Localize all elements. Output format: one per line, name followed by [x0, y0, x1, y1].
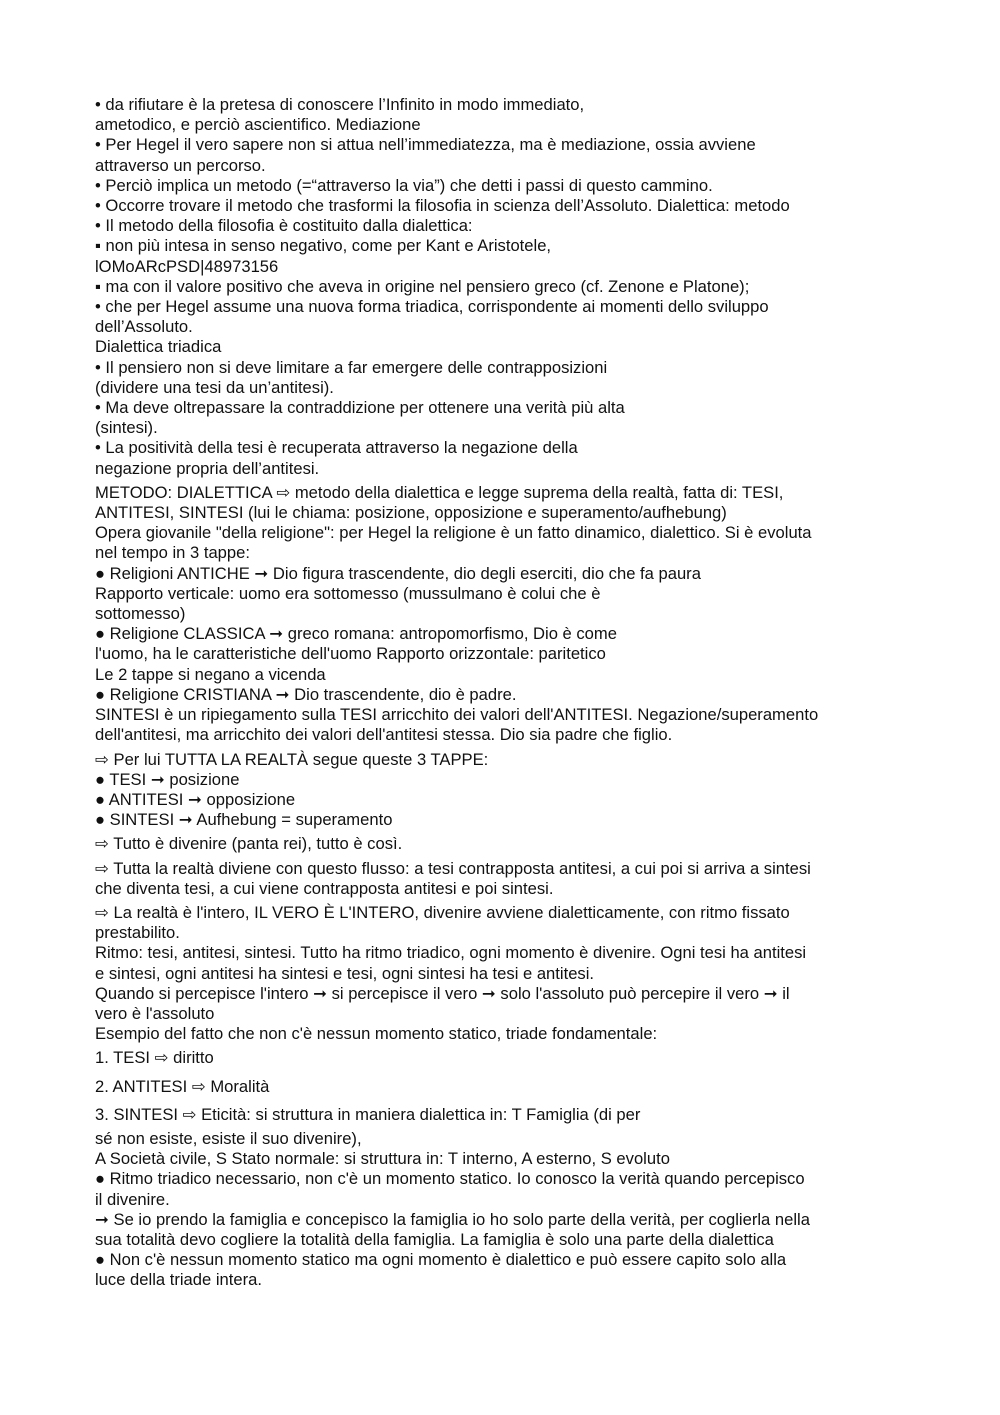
- text-line: negazione propria dell’antitesi.: [95, 458, 320, 478]
- text-line: vero è l'assoluto: [95, 1003, 215, 1023]
- text-line: ⇨ Tutta la realtà diviene con questo flusso: a tesi contrapposta antitesi, a cui poi si arriva a sintesi: [95, 858, 811, 878]
- text-line: ● SINTESI ➞ Aufhebung = superamento: [95, 810, 393, 830]
- text-line: prestabilito.: [95, 923, 180, 943]
- text-line: il divenire.: [95, 1189, 170, 1209]
- section-heading: Dialettica triadica: [95, 337, 222, 357]
- text-line: sua totalità devo cogliere la totalità della famiglia. La famiglia è solo una parte della dialettica: [95, 1229, 774, 1249]
- text-line: 1. TESI ⇨ diritto: [95, 1048, 214, 1068]
- text-line: • La positività della tesi è recuperata attraverso la negazione della: [95, 438, 578, 458]
- text-line: • Il metodo della filosofia è costituito dalla dialettica:: [95, 216, 473, 236]
- text-line: Le 2 tappe si negano a vicenda: [95, 664, 326, 684]
- text-line: Ritmo: tesi, antitesi, sintesi. Tutto ha ritmo triadico, ogni momento è divenire. Ogni tesi ha antitesi: [95, 943, 807, 963]
- text-line: ● Ritmo triadico necessario, non c'è un momento statico. Io conosco la verità quando percepisco: [95, 1169, 805, 1189]
- text-line: ● Religione CLASSICA ➞ greco romana: antropomorfismo, Dio è come: [95, 624, 617, 644]
- text-line: • Il pensiero non si deve limitare a far emergere delle contrapposizioni: [95, 357, 608, 377]
- text-line: ● ANTITESI ➞ opposizione: [95, 789, 296, 809]
- text-line: luce della triade intera.: [95, 1270, 262, 1290]
- text-line: (sintesi).: [95, 418, 158, 438]
- text-line: ▪ ma con il valore positivo che aveva in origine nel pensiero greco (cf. Zenone e Platone);: [95, 276, 750, 296]
- text-line: ▪ non più intesa in senso negativo, come per Kant e Aristotele,: [95, 236, 552, 256]
- text-line: Opera giovanile "della religione": per Hegel la religione è un fatto dinamico, dialettico. Si è evoluta: [95, 523, 812, 543]
- text-line: ● Non c'è nessun momento statico ma ogni momento è dialettico e può essere capito solo alla: [95, 1250, 787, 1270]
- text-line: ● Religione CRISTIANA ➞ Dio trascendente, dio è padre.: [95, 684, 517, 704]
- text-line: • Perciò implica un metodo (=“attraverso la via”) che detti i passi di questo cammino.: [95, 175, 713, 195]
- text-line: • Ma deve oltrepassare la contraddizione per ottenere una verità più alta: [95, 398, 625, 418]
- text-line: sottomesso): [95, 604, 186, 624]
- text-line: • da rifiutare è la pretesa di conoscere l’Infinito in modo immediato,: [95, 95, 585, 114]
- text-line: • Occorre trovare il metodo che trasformi la filosofia in scienza dell’Assoluto. Dialettica: metodo: [95, 196, 790, 216]
- text-line: sé non esiste, esiste il suo divenire),: [95, 1128, 362, 1148]
- document-id: lOMoARcPSD|48973156: [95, 256, 279, 276]
- text-line: dell'antitesi, ma arricchito dei valori dell'antitesi stessa. Dio sia padre che figlio.: [95, 725, 673, 745]
- text-line: Rapporto verticale: uomo era sottomesso (mussulmano è colui che è: [95, 583, 601, 603]
- text-line: A Società civile, S Stato normale: si struttura in: T interno, A esterno, S evoluto: [95, 1149, 670, 1169]
- text-line: SINTESI è un ripiegamento sulla TESI arricchito dei valori dell'ANTITESI. Negazione/superamento: [95, 705, 819, 725]
- text-line: ● TESI ➞ posizione: [95, 769, 240, 789]
- text-line: ● Religioni ANTICHE ➞ Dio figura trascendente, dio degli eserciti, dio che fa paura: [95, 563, 701, 583]
- text-line: e sintesi, ogni antitesi ha sintesi e tesi, ogni sintesi ha tesi e antitesi.: [95, 963, 595, 983]
- text-line: ametodico, e perciò ascientifico. Mediazione: [95, 115, 421, 135]
- text-line: METODO: DIALETTICA ⇨ metodo della dialettica e legge suprema della realtà, fatta di: TESI,: [95, 482, 784, 502]
- text-line: ⇨ La realtà è l'intero, IL VERO È L'INTERO, divenire avviene dialetticamente, con ritmo fissato: [95, 902, 790, 922]
- text-line: (dividere una tesi da un’antitesi).: [95, 377, 334, 397]
- text-line: nel tempo in 3 tappe:: [95, 543, 250, 563]
- text-line: • che per Hegel assume una nuova forma triadica, corrispondente ai momenti dello sviluppo: [95, 297, 769, 317]
- text-line: ⇨ Per lui TUTTA LA REALTÀ segue queste 3 TAPPE:: [95, 749, 489, 769]
- document-page: [95, 95, 915, 1291]
- text-line: attraverso un percorso.: [95, 155, 266, 175]
- text-line: dell’Assoluto.: [95, 317, 193, 337]
- text-line: ANTITESI, SINTESI (lui le chiama: posizione, opposizione e superamento/aufhebung): [95, 503, 727, 523]
- text-line: • Per Hegel il vero sapere non si attua nell’immediatezza, ma è mediazione, ossia avviene: [95, 135, 756, 155]
- text-line: che diventa tesi, a cui viene contrapposta antitesi e poi sintesi.: [95, 878, 554, 898]
- text-line: ⇨ Tutto è divenire (panta rei), tutto è così.: [95, 834, 403, 854]
- text-line: ➞ Se io prendo la famiglia e concepisco la famiglia io ho solo parte della verità, per coglierla nella: [95, 1209, 810, 1229]
- text-line: Esempio del fatto che non c'è nessun momento statico, triade fondamentale:: [95, 1024, 658, 1044]
- text-line: 2. ANTITESI ⇨ Moralità: [95, 1076, 270, 1096]
- text-line: Quando si percepisce l'intero ➞ si percepisce il vero ➞ solo l'assoluto può percepire il vero ➞ il: [95, 983, 790, 1003]
- text-line: 3. SINTESI ⇨ Eticità: si struttura in maniera dialettica in: T Famiglia (di per: [95, 1104, 641, 1124]
- text-line: l'uomo, ha le caratteristiche dell'uomo Rapporto orizzontale: paritetico: [95, 644, 606, 664]
